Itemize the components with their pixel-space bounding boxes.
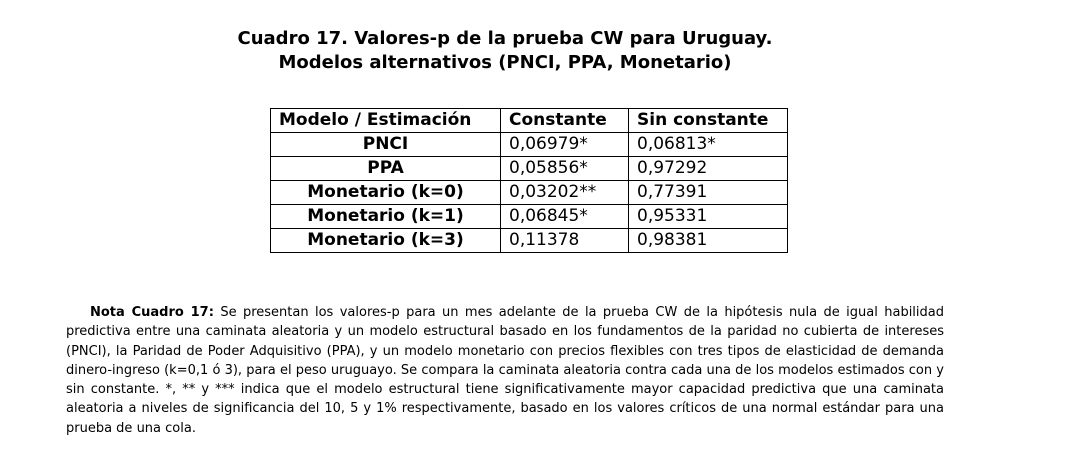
row-constante: 0,06979* [501,133,629,157]
row-model: PPA [271,157,501,181]
header-model: Modelo / Estimación [271,109,501,133]
row-constante: 0,05856* [501,157,629,181]
table-header-row [271,109,788,133]
row-sin-constante: 0,77391 [629,181,788,205]
table-title: Cuadro 17. Valores-p de la prueba CW para Uruguay. [237,28,773,49]
table-row [271,133,788,157]
row-sin-constante: 0,95331 [629,205,788,229]
row-constante: 0,11378 [501,229,629,253]
row-model: PNCI [271,133,501,157]
table-row [271,205,788,229]
note-label: Nota Cuadro 17: [90,305,214,320]
table-row [271,157,788,181]
row-constante: 0,03202** [501,181,629,205]
table-note [66,303,944,438]
row-sin-constante: 0,97292 [629,157,788,181]
note-text: Se presentan los valores-p para un mes adelante de la prueba CW de la hipótesis nula de igual habilidad predictiva entre una caminata aleatoria y un modelo estructural basado en los fundamentos de la paridad no cubierta de intereses (PNCI), la Paridad de Poder Adquisitivo (PPA), y un modelo monetario con precios flexibles con tres tipos de elasticidad de demanda dinero-ingreso (k=0,1 ó 3), para el peso uruguayo. Se compara la caminata aleatoria contra cada una de los modelos estimados con y sin constante. *, ** y *** indica que el modelo estructural tiene significativamente mayor capacidad predictiva que una caminata aleatoria a niveles de significancia del 10, 5 y 1% respectivamente, basado en los valores críticos de una normal estándar para una prueba de una cola. [66,305,944,436]
row-model: Monetario (k=1) [271,205,501,229]
row-sin-constante: 0,98381 [629,229,788,253]
header-constante: Constante [501,109,629,133]
results-table [270,108,788,253]
row-model: Monetario (k=0) [271,181,501,205]
table-row [271,181,788,205]
table-row [271,229,788,253]
table-subtitle: Modelos alternativos (PNCI, PPA, Monetario) [278,52,732,73]
header-sin-constante: Sin constante [629,109,788,133]
row-model: Monetario (k=3) [271,229,501,253]
row-sin-constante: 0,06813* [629,133,788,157]
row-constante: 0,06845* [501,205,629,229]
